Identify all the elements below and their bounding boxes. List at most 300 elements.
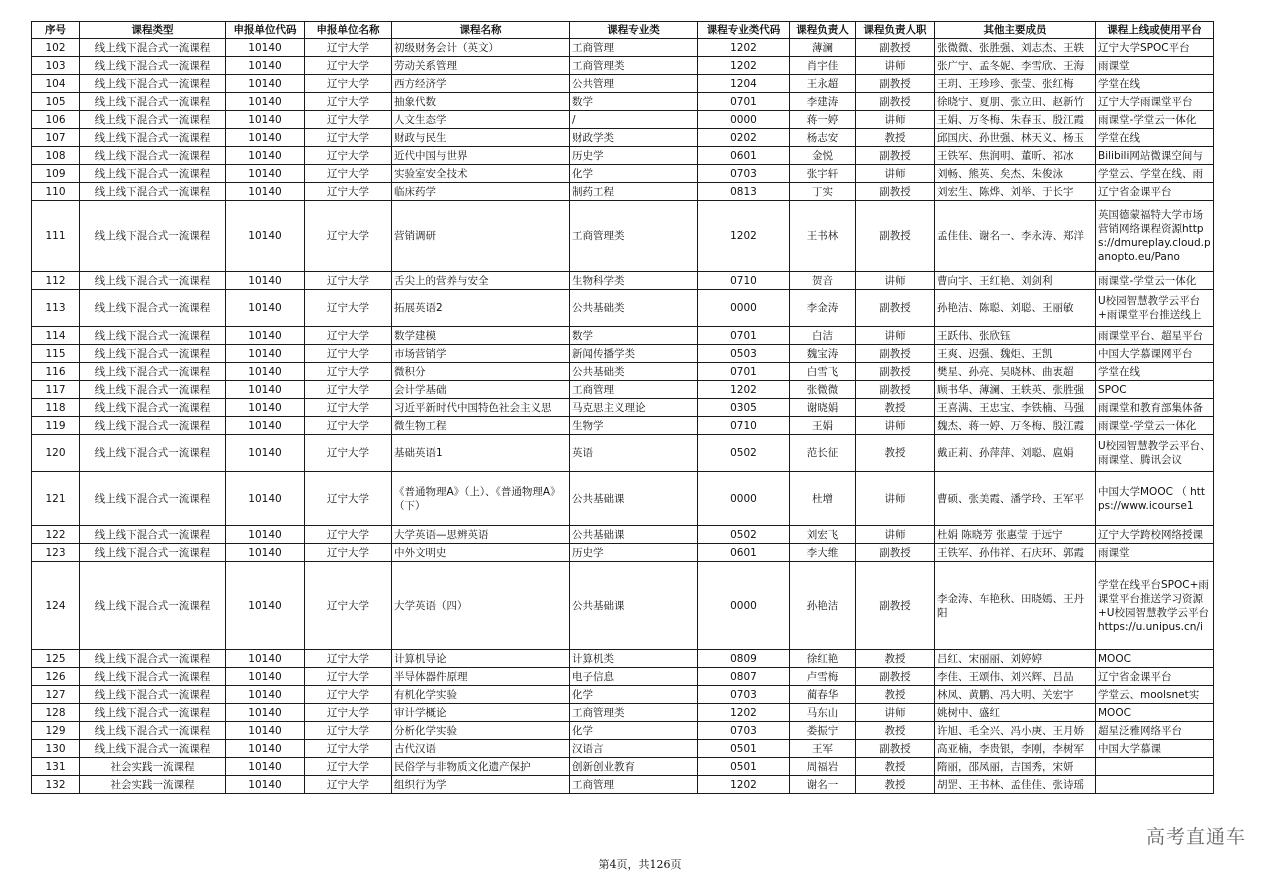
- cell-major-class: 工商管理: [570, 381, 698, 399]
- table-row: [32, 399, 1214, 417]
- table-row: [32, 704, 1214, 722]
- cell-major-code: 0601: [698, 544, 790, 562]
- cell-other-members: 张微微、张胜强、刘志杰、王轶: [935, 39, 1096, 57]
- table-row: [32, 668, 1214, 686]
- cell-course-type: 线上线下混合式一流课程: [80, 111, 226, 129]
- cell-course-lead: 王永超: [790, 75, 856, 93]
- cell-seq-no: 132: [32, 776, 80, 794]
- column-header: 课程负责人职: [856, 22, 935, 39]
- cell-major-class: 生物科学类: [570, 272, 698, 290]
- cell-unit-name: 辽宁大学: [305, 650, 392, 668]
- cell-course-type: 线上线下混合式一流课程: [80, 93, 226, 111]
- cell-major-code: 0703: [698, 722, 790, 740]
- cell-other-members: 胡罡、王书林、孟佳佳、张诗瑶: [935, 776, 1096, 794]
- cell-seq-no: 131: [32, 758, 80, 776]
- table-row: [32, 776, 1214, 794]
- cell-lead-title: 教授: [856, 722, 935, 740]
- cell-course-lead: 刘宏飞: [790, 526, 856, 544]
- cell-major-code: 0701: [698, 327, 790, 345]
- cell-course-type: 线上线下混合式一流课程: [80, 75, 226, 93]
- cell-course-lead: 肖宇佳: [790, 57, 856, 75]
- cell-course-type: 线上线下混合式一流课程: [80, 399, 226, 417]
- cell-other-members: 邱国庆、孙世强、林天义、杨玉: [935, 129, 1096, 147]
- table-row: [32, 111, 1214, 129]
- cell-other-members: 刘畅、熊英、矣杰、朱俊泳: [935, 165, 1096, 183]
- cell-course-type: 线上线下混合式一流课程: [80, 704, 226, 722]
- cell-platform: 雨课堂-学堂云一体化: [1096, 111, 1214, 129]
- cell-course-lead: 李金涛: [790, 290, 856, 327]
- cell-other-members: 曹硕、张美霞、潘学玲、王军平: [935, 472, 1096, 526]
- cell-lead-title: 教授: [856, 758, 935, 776]
- cell-unit-code: 10140: [226, 435, 305, 472]
- cell-course-type: 社会实践一流课程: [80, 776, 226, 794]
- cell-unit-name: 辽宁大学: [305, 111, 392, 129]
- cell-other-members: 李佳、王颂伟、刘兴辉、吕品: [935, 668, 1096, 686]
- cell-course-lead: 白洁: [790, 327, 856, 345]
- cell-course-lead: 周福岩: [790, 758, 856, 776]
- cell-course-lead: 李大维: [790, 544, 856, 562]
- cell-unit-code: 10140: [226, 129, 305, 147]
- cell-unit-code: 10140: [226, 381, 305, 399]
- cell-lead-title: 副教授: [856, 544, 935, 562]
- cell-other-members: 王玥、王珍珍、张莹、张红梅: [935, 75, 1096, 93]
- cell-unit-name: 辽宁大学: [305, 399, 392, 417]
- table-row: [32, 93, 1214, 111]
- cell-unit-code: 10140: [226, 650, 305, 668]
- cell-course-type: 线上线下混合式一流课程: [80, 722, 226, 740]
- cell-course-lead: 范长征: [790, 435, 856, 472]
- table-row: [32, 75, 1214, 93]
- cell-lead-title: 副教授: [856, 183, 935, 201]
- cell-unit-name: 辽宁大学: [305, 327, 392, 345]
- cell-major-class: 新闻传播学类: [570, 345, 698, 363]
- cell-course-name: 实验室安全技术: [392, 165, 570, 183]
- cell-unit-name: 辽宁大学: [305, 417, 392, 435]
- cell-course-type: 线上线下混合式一流课程: [80, 562, 226, 650]
- cell-other-members: 王铁军、焦润明、董昕、祁冰: [935, 147, 1096, 165]
- cell-other-members: 李金涛、车艳秋、田晓嫣、王丹阳: [935, 562, 1096, 650]
- cell-lead-title: 讲师: [856, 165, 935, 183]
- cell-seq-no: 123: [32, 544, 80, 562]
- cell-major-class: 公共基础类: [570, 290, 698, 327]
- cell-unit-name: 辽宁大学: [305, 75, 392, 93]
- cell-course-lead: 徐红艳: [790, 650, 856, 668]
- cell-course-type: 线上线下混合式一流课程: [80, 39, 226, 57]
- cell-course-name: 舌尖上的营养与安全: [392, 272, 570, 290]
- column-header: 课程专业类: [570, 22, 698, 39]
- cell-unit-code: 10140: [226, 668, 305, 686]
- cell-course-type: 线上线下混合式一流课程: [80, 345, 226, 363]
- cell-course-lead: 丁实: [790, 183, 856, 201]
- cell-seq-no: 108: [32, 147, 80, 165]
- cell-course-type: 线上线下混合式一流课程: [80, 650, 226, 668]
- cell-course-lead: 薄澜: [790, 39, 856, 57]
- cell-other-members: 樊星、孙亮、吴晓林、曲衷超: [935, 363, 1096, 381]
- cell-unit-name: 辽宁大学: [305, 435, 392, 472]
- cell-unit-name: 辽宁大学: [305, 381, 392, 399]
- cell-major-code: 0000: [698, 472, 790, 526]
- table-row: [32, 39, 1214, 57]
- cell-major-code: 1204: [698, 75, 790, 93]
- cell-seq-no: 109: [32, 165, 80, 183]
- cell-unit-code: 10140: [226, 39, 305, 57]
- cell-course-type: 线上线下混合式一流课程: [80, 472, 226, 526]
- cell-seq-no: 125: [32, 650, 80, 668]
- cell-platform: 辽宁省金课平台: [1096, 183, 1214, 201]
- cell-unit-code: 10140: [226, 472, 305, 526]
- cell-course-type: 线上线下混合式一流课程: [80, 417, 226, 435]
- watermark-text: 高考直通车: [1145, 826, 1246, 848]
- cell-unit-code: 10140: [226, 740, 305, 758]
- column-header: 申报单位名称: [305, 22, 392, 39]
- cell-platform: [1096, 776, 1214, 794]
- cell-platform: 雨课堂: [1096, 544, 1214, 562]
- cell-lead-title: 副教授: [856, 363, 935, 381]
- cell-major-class: 数学: [570, 93, 698, 111]
- cell-unit-name: 辽宁大学: [305, 668, 392, 686]
- cell-major-class: 化学: [570, 722, 698, 740]
- cell-seq-no: 126: [32, 668, 80, 686]
- cell-major-code: 0809: [698, 650, 790, 668]
- cell-course-lead: 魏宝涛: [790, 345, 856, 363]
- cell-major-class: 公共基础类: [570, 363, 698, 381]
- cell-unit-code: 10140: [226, 147, 305, 165]
- cell-platform: MOOC: [1096, 650, 1214, 668]
- cell-lead-title: 讲师: [856, 327, 935, 345]
- cell-seq-no: 104: [32, 75, 80, 93]
- cell-major-class: 数学: [570, 327, 698, 345]
- cell-seq-no: 102: [32, 39, 80, 57]
- page-footer: 第4页，共126页: [598, 858, 682, 871]
- cell-other-members: 吕红、宋丽丽、刘婷婷: [935, 650, 1096, 668]
- cell-major-code: 0503: [698, 345, 790, 363]
- cell-major-code: 1202: [698, 704, 790, 722]
- cell-course-lead: 谢名一: [790, 776, 856, 794]
- cell-course-name: 微积分: [392, 363, 570, 381]
- cell-course-name: 组织行为学: [392, 776, 570, 794]
- cell-course-name: 有机化学实验: [392, 686, 570, 704]
- cell-unit-code: 10140: [226, 183, 305, 201]
- cell-other-members: 孙艳洁、陈聪、刘聪、王丽敏: [935, 290, 1096, 327]
- cell-platform: 辽宁大学SPOC平台: [1096, 39, 1214, 57]
- cell-course-lead: 杜增: [790, 472, 856, 526]
- cell-major-code: 0305: [698, 399, 790, 417]
- cell-course-name: 拓展英语2: [392, 290, 570, 327]
- cell-lead-title: 讲师: [856, 417, 935, 435]
- cell-course-lead: 娄振宁: [790, 722, 856, 740]
- cell-course-name: 初级财务会计（英文）: [392, 39, 570, 57]
- cell-unit-code: 10140: [226, 327, 305, 345]
- cell-course-type: 线上线下混合式一流课程: [80, 544, 226, 562]
- cell-seq-no: 105: [32, 93, 80, 111]
- cell-other-members: 曹向宇、王红艳、刘剑利: [935, 272, 1096, 290]
- cell-course-name: 古代汉语: [392, 740, 570, 758]
- cell-major-code: 0813: [698, 183, 790, 201]
- cell-course-type: 线上线下混合式一流课程: [80, 183, 226, 201]
- cell-unit-name: 辽宁大学: [305, 290, 392, 327]
- course-table: [31, 21, 1214, 794]
- cell-unit-code: 10140: [226, 758, 305, 776]
- cell-course-lead: 贺音: [790, 272, 856, 290]
- cell-major-code: 1202: [698, 381, 790, 399]
- cell-major-code: 0710: [698, 272, 790, 290]
- cell-lead-title: 讲师: [856, 526, 935, 544]
- table-row: [32, 544, 1214, 562]
- cell-unit-name: 辽宁大学: [305, 562, 392, 650]
- cell-platform: 雨课堂-学堂云一体化: [1096, 272, 1214, 290]
- cell-unit-code: 10140: [226, 526, 305, 544]
- cell-seq-no: 107: [32, 129, 80, 147]
- cell-seq-no: 127: [32, 686, 80, 704]
- cell-lead-title: 副教授: [856, 75, 935, 93]
- cell-unit-code: 10140: [226, 165, 305, 183]
- cell-course-name: 中外文明史: [392, 544, 570, 562]
- cell-unit-code: 10140: [226, 399, 305, 417]
- cell-unit-code: 10140: [226, 57, 305, 75]
- cell-course-name: 西方经济学: [392, 75, 570, 93]
- cell-course-name: 《普通物理A》（上）、《普通物理A》（下）: [392, 472, 570, 526]
- cell-course-type: 社会实践一流课程: [80, 758, 226, 776]
- cell-major-class: 英语: [570, 435, 698, 472]
- cell-course-lead: 王娟: [790, 417, 856, 435]
- cell-unit-code: 10140: [226, 417, 305, 435]
- cell-major-class: 工商管理类: [570, 704, 698, 722]
- column-header: 课程类型: [80, 22, 226, 39]
- cell-lead-title: 讲师: [856, 57, 935, 75]
- table-row: [32, 526, 1214, 544]
- cell-other-members: 王跃伟、张欣钰: [935, 327, 1096, 345]
- cell-platform: 中国大学MOOC （ https://www.icourse1: [1096, 472, 1214, 526]
- cell-unit-name: 辽宁大学: [305, 165, 392, 183]
- cell-major-code: 1202: [698, 39, 790, 57]
- cell-seq-no: 117: [32, 381, 80, 399]
- cell-course-type: 线上线下混合式一流课程: [80, 740, 226, 758]
- cell-unit-code: 10140: [226, 704, 305, 722]
- column-header: 序号: [32, 22, 80, 39]
- cell-other-members: 刘宏生、陈烨、刘举、于长宇: [935, 183, 1096, 201]
- cell-major-code: 1202: [698, 776, 790, 794]
- cell-major-code: 0000: [698, 290, 790, 327]
- cell-other-members: 王铁军、孙伟祥、石庆环、郭霞: [935, 544, 1096, 562]
- table-row: [32, 57, 1214, 75]
- cell-other-members: 王娟、万冬梅、朱春玉、殷江霞: [935, 111, 1096, 129]
- cell-major-code: 0701: [698, 93, 790, 111]
- cell-course-name: 临床药学: [392, 183, 570, 201]
- cell-lead-title: 副教授: [856, 740, 935, 758]
- cell-major-class: 公共基础课: [570, 472, 698, 526]
- cell-course-name: 市场营销学: [392, 345, 570, 363]
- cell-course-name: 民俗学与非物质文化遗产保护: [392, 758, 570, 776]
- cell-course-type: 线上线下混合式一流课程: [80, 290, 226, 327]
- cell-course-type: 线上线下混合式一流课程: [80, 272, 226, 290]
- cell-other-members: 戴正莉、孙萍萍、刘聪、扈娟: [935, 435, 1096, 472]
- cell-unit-code: 10140: [226, 562, 305, 650]
- cell-lead-title: 副教授: [856, 345, 935, 363]
- cell-platform: 辽宁大学跨校网络授课: [1096, 526, 1214, 544]
- cell-unit-name: 辽宁大学: [305, 345, 392, 363]
- cell-lead-title: 讲师: [856, 272, 935, 290]
- cell-unit-name: 辽宁大学: [305, 39, 392, 57]
- cell-other-members: 王爽、迟强、魏炬、王凯: [935, 345, 1096, 363]
- cell-other-members: 张广宁、孟冬妮、李雪欣、王海: [935, 57, 1096, 75]
- cell-seq-no: 121: [32, 472, 80, 526]
- table-row: [32, 472, 1214, 526]
- cell-course-name: 半导体器件原理: [392, 668, 570, 686]
- table-row: [32, 147, 1214, 165]
- cell-course-type: 线上线下混合式一流课程: [80, 327, 226, 345]
- cell-course-name: 计算机导论: [392, 650, 570, 668]
- cell-lead-title: 副教授: [856, 201, 935, 272]
- cell-unit-code: 10140: [226, 75, 305, 93]
- cell-major-class: 化学: [570, 686, 698, 704]
- cell-course-lead: 张宇轩: [790, 165, 856, 183]
- cell-major-code: 0601: [698, 147, 790, 165]
- cell-platform: 中国大学慕课网平台: [1096, 345, 1214, 363]
- cell-course-lead: 卢雪梅: [790, 668, 856, 686]
- table-row: [32, 417, 1214, 435]
- cell-platform: 学堂在线平台SPOC+雨课堂平台推送学习资源+U校园智慧教学云平台https://u.unipus.cn/i: [1096, 562, 1214, 650]
- cell-unit-name: 辽宁大学: [305, 272, 392, 290]
- table-row: [32, 740, 1214, 758]
- cell-major-code: 0000: [698, 562, 790, 650]
- cell-unit-name: 辽宁大学: [305, 544, 392, 562]
- cell-course-lead: 王军: [790, 740, 856, 758]
- cell-major-class: 工商管理: [570, 776, 698, 794]
- cell-lead-title: 教授: [856, 686, 935, 704]
- cell-major-code: 1202: [698, 201, 790, 272]
- cell-unit-code: 10140: [226, 201, 305, 272]
- cell-major-code: 0703: [698, 165, 790, 183]
- cell-platform: [1096, 758, 1214, 776]
- cell-unit-code: 10140: [226, 290, 305, 327]
- cell-lead-title: 讲师: [856, 111, 935, 129]
- cell-major-code: 0807: [698, 668, 790, 686]
- cell-seq-no: 116: [32, 363, 80, 381]
- cell-major-code: 0501: [698, 740, 790, 758]
- cell-seq-no: 122: [32, 526, 80, 544]
- table-row: [32, 165, 1214, 183]
- cell-unit-name: 辽宁大学: [305, 363, 392, 381]
- cell-major-class: 财政学类: [570, 129, 698, 147]
- cell-seq-no: 119: [32, 417, 80, 435]
- cell-unit-code: 10140: [226, 544, 305, 562]
- cell-course-type: 线上线下混合式一流课程: [80, 363, 226, 381]
- cell-seq-no: 110: [32, 183, 80, 201]
- cell-lead-title: 教授: [856, 776, 935, 794]
- cell-course-name: 分析化学实验: [392, 722, 570, 740]
- cell-lead-title: 教授: [856, 129, 935, 147]
- cell-major-class: 马克思主义理论: [570, 399, 698, 417]
- cell-major-code: 1202: [698, 57, 790, 75]
- cell-course-name: 近代中国与世界: [392, 147, 570, 165]
- cell-seq-no: 129: [32, 722, 80, 740]
- cell-major-class: 生物学: [570, 417, 698, 435]
- column-header: 课程名称: [392, 22, 570, 39]
- cell-lead-title: 副教授: [856, 381, 935, 399]
- table-row: [32, 435, 1214, 472]
- cell-lead-title: 讲师: [856, 704, 935, 722]
- cell-course-name: 大学英语—思辨英语: [392, 526, 570, 544]
- cell-other-members: 许旭、毛全兴、冯小庚、王月娇: [935, 722, 1096, 740]
- cell-course-lead: 蒋一婷: [790, 111, 856, 129]
- cell-course-type: 线上线下混合式一流课程: [80, 435, 226, 472]
- cell-platform: 学堂云、moolsnet实: [1096, 686, 1214, 704]
- cell-unit-name: 辽宁大学: [305, 201, 392, 272]
- table-row: [32, 562, 1214, 650]
- cell-platform: 学堂在线: [1096, 129, 1214, 147]
- cell-lead-title: 教授: [856, 399, 935, 417]
- cell-other-members: 林凤、黄鹏、冯大明、关宏宇: [935, 686, 1096, 704]
- cell-other-members: 孟佳佳、谢名一、李永涛、郑洋: [935, 201, 1096, 272]
- cell-major-code: 0202: [698, 129, 790, 147]
- table-header: [32, 22, 1214, 39]
- cell-platform: Bilibili网站微课空间与: [1096, 147, 1214, 165]
- cell-seq-no: 120: [32, 435, 80, 472]
- cell-unit-name: 辽宁大学: [305, 183, 392, 201]
- table-row: [32, 183, 1214, 201]
- cell-platform: 学堂云、学堂在线、雨: [1096, 165, 1214, 183]
- table-row: [32, 381, 1214, 399]
- cell-unit-name: 辽宁大学: [305, 129, 392, 147]
- cell-major-class: 工商管理类: [570, 57, 698, 75]
- cell-lead-title: 教授: [856, 435, 935, 472]
- cell-unit-name: 辽宁大学: [305, 686, 392, 704]
- table-row: [32, 272, 1214, 290]
- cell-course-type: 线上线下混合式一流课程: [80, 526, 226, 544]
- cell-course-type: 线上线下混合式一流课程: [80, 668, 226, 686]
- cell-platform: 辽宁省金课平台: [1096, 668, 1214, 686]
- cell-lead-title: 副教授: [856, 562, 935, 650]
- cell-course-name: 营销调研: [392, 201, 570, 272]
- cell-course-name: 财政与民生: [392, 129, 570, 147]
- cell-platform: U校园智慧教学云平台、雨课堂、腾讯会议: [1096, 435, 1214, 472]
- cell-platform: 超星泛雅网络平台: [1096, 722, 1214, 740]
- cell-lead-title: 讲师: [856, 472, 935, 526]
- cell-major-code: 0703: [698, 686, 790, 704]
- cell-course-lead: 谢晓娟: [790, 399, 856, 417]
- cell-unit-name: 辽宁大学: [305, 526, 392, 544]
- cell-major-class: 电子信息: [570, 668, 698, 686]
- cell-other-members: 魏杰、蒋一婷、万冬梅、殷江霞: [935, 417, 1096, 435]
- cell-course-type: 线上线下混合式一流课程: [80, 129, 226, 147]
- cell-seq-no: 103: [32, 57, 80, 75]
- cell-platform: 英国德蒙福特大学市场营销网络课程资源https://dmureplay.cloud.panopto.eu/Pano: [1096, 201, 1214, 272]
- table-row: [32, 129, 1214, 147]
- cell-major-code: 0701: [698, 363, 790, 381]
- cell-seq-no: 115: [32, 345, 80, 363]
- cell-major-code: 0502: [698, 435, 790, 472]
- cell-other-members: 杜娟 陈晓芳 张惠莹 于远宁: [935, 526, 1096, 544]
- cell-major-class: 公共基础课: [570, 562, 698, 650]
- cell-unit-name: 辽宁大学: [305, 740, 392, 758]
- cell-unit-code: 10140: [226, 93, 305, 111]
- cell-course-lead: 白雪飞: [790, 363, 856, 381]
- cell-other-members: 王喜满、王忠宝、李铁楠、马强: [935, 399, 1096, 417]
- cell-seq-no: 114: [32, 327, 80, 345]
- cell-unit-name: 辽宁大学: [305, 776, 392, 794]
- cell-major-class: 制药工程: [570, 183, 698, 201]
- cell-major-code: 0710: [698, 417, 790, 435]
- cell-unit-name: 辽宁大学: [305, 472, 392, 526]
- column-header: 课程负责人: [790, 22, 856, 39]
- cell-lead-title: 副教授: [856, 290, 935, 327]
- cell-unit-code: 10140: [226, 272, 305, 290]
- cell-major-code: 0000: [698, 111, 790, 129]
- cell-major-class: 公共管理: [570, 75, 698, 93]
- cell-unit-code: 10140: [226, 776, 305, 794]
- cell-course-type: 线上线下混合式一流课程: [80, 686, 226, 704]
- cell-platform: 学堂在线: [1096, 363, 1214, 381]
